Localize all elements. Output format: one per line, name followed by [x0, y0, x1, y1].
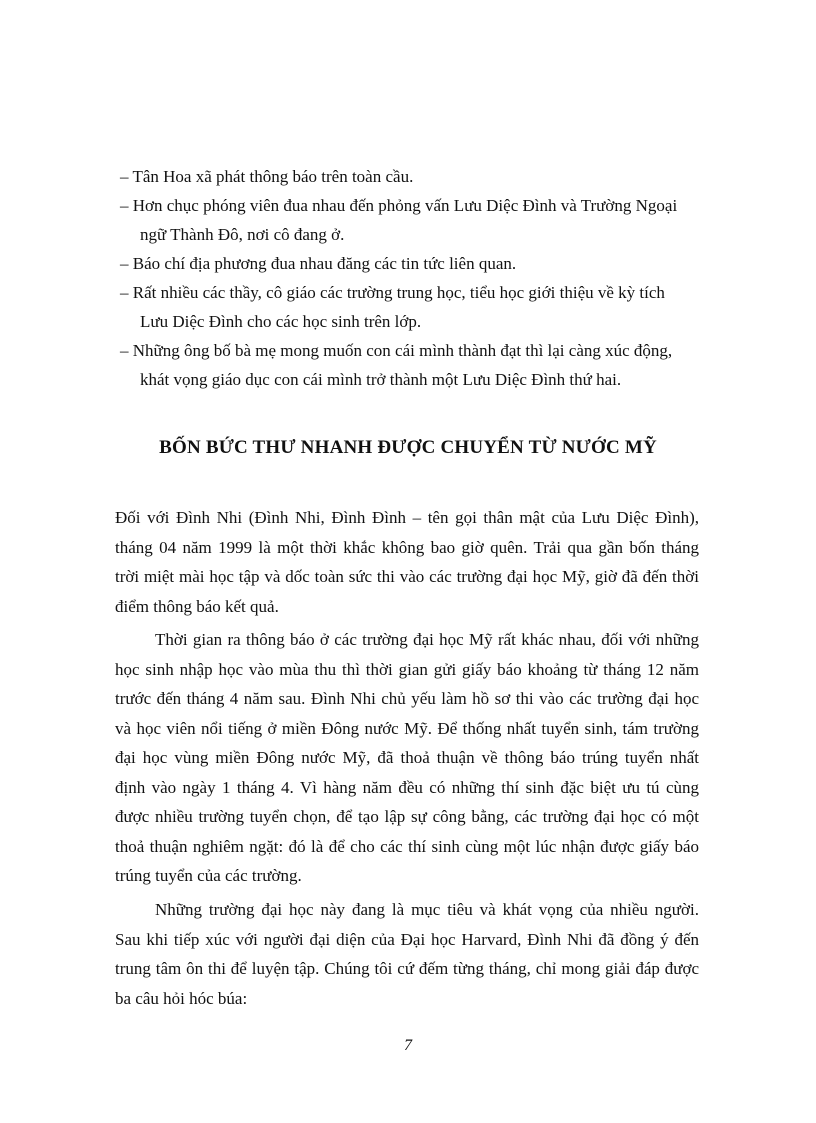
- bullet-line: – Tân Hoa xã phát thông báo trên toàn cầu.: [120, 167, 414, 186]
- paragraph-line: Thời gian ra thông báo ở các trường đại học Mỹ rất khác nhau, đối với những: [155, 630, 699, 649]
- paragraph-line: trước đến tháng 4 năm sau. Đình Nhi chủ yếu làm hồ sơ thi vào các trường đại học: [115, 689, 699, 708]
- paragraph-line: định vào ngày 1 tháng 4. Vì hàng năm đều có những thí sinh đặc biệt ưu tú cùng: [115, 777, 699, 797]
- page-number: 7: [404, 1037, 412, 1054]
- paragraph-line: đại học vùng miền Đông nước Mỹ, đã thoả thuận về thông báo trúng tuyển nhất: [115, 748, 699, 767]
- bullet-item: [120, 278, 710, 336]
- paragraph-line: tháng 04 năm 1999 là một thời khắc không bao giờ quên. Trải qua gần bốn tháng: [115, 537, 699, 557]
- bullet-item: [120, 191, 710, 249]
- paragraph-line: được nhiều trường tuyển chọn, để tạo lập sự công bằng, các trường đại học có một: [115, 807, 699, 826]
- bullet-line: – Rất nhiều các thầy, cô giáo các trường trung học, tiểu học giới thiệu về kỳ tích: [120, 283, 665, 302]
- paragraph-line: Sau khi tiếp xúc với người đại diện của Đại học Harvard, Đình Nhi đã đồng ý đến: [115, 929, 699, 949]
- paragraph-line: Những trường đại học này đang là mục tiêu và khát vọng của nhiều người.: [155, 900, 699, 919]
- body-paragraph: [115, 503, 699, 621]
- bullet-item: [120, 249, 710, 278]
- paragraph-line: trúng tuyển của các trường.: [115, 866, 302, 885]
- body-paragraph: [115, 625, 699, 891]
- bullet-line: – Báo chí địa phương đua nhau đăng các tin tức liên quan.: [120, 254, 517, 273]
- bullet-line: Lưu Diệc Đình cho các học sinh trên lớp.: [140, 312, 422, 331]
- paragraph-line: và học viên nổi tiếng ở miền Đông nước Mỹ. Để thống nhất tuyển sinh, tám trường: [115, 718, 699, 738]
- bullet-line: – Những ông bố bà mẹ mong muốn con cái mình thành đạt thì lại càng xúc động,: [120, 341, 673, 360]
- bullet-line: khát vọng giáo dục con cái mình trở thành một Lưu Diệc Đình thứ hai.: [140, 370, 622, 389]
- paragraph-line: trung tâm ôn thi để luyện tập. Chúng tôi cứ đếm từng tháng, chỉ mong giải đáp được: [115, 959, 699, 978]
- paragraph-line: trời miệt mài học tập và dốc toàn sức thi vào các trường đại học Mỹ, giờ đã đến thời: [115, 567, 699, 586]
- paragraph-line: ba câu hỏi hóc búa:: [115, 988, 248, 1008]
- bullet-line: ngữ Thành Đô, nơi cô đang ở.: [140, 225, 345, 244]
- section-heading: BỐN BỨC THƯ NHANH ĐƯỢC CHUYỂN TỪ NƯỚC MỸ: [159, 437, 657, 458]
- bullet-line: – Hơn chục phóng viên đua nhau đến phỏng vấn Lưu Diệc Đình và Trường Ngoại: [120, 196, 678, 215]
- paragraph-line: thoả thuận nghiêm ngặt: đó là để cho các thí sinh cùng một lúc nhận được giấy báo: [115, 836, 699, 856]
- bullet-item: [120, 336, 710, 394]
- bullet-item: [120, 162, 710, 191]
- news-bullet-list: [120, 162, 710, 394]
- paragraph-line: Đối với Đình Nhi (Đình Nhi, Đình Đình – tên gọi thân mật của Lưu Diệc Đình),: [115, 508, 699, 527]
- body-paragraph: [115, 895, 699, 1013]
- paragraph-line: điểm thông báo kết quả.: [115, 596, 279, 616]
- paragraph-line: học sinh nhập học vào mùa thu thì thời gian gửi giấy báo khoảng từ tháng 12 năm: [115, 659, 699, 679]
